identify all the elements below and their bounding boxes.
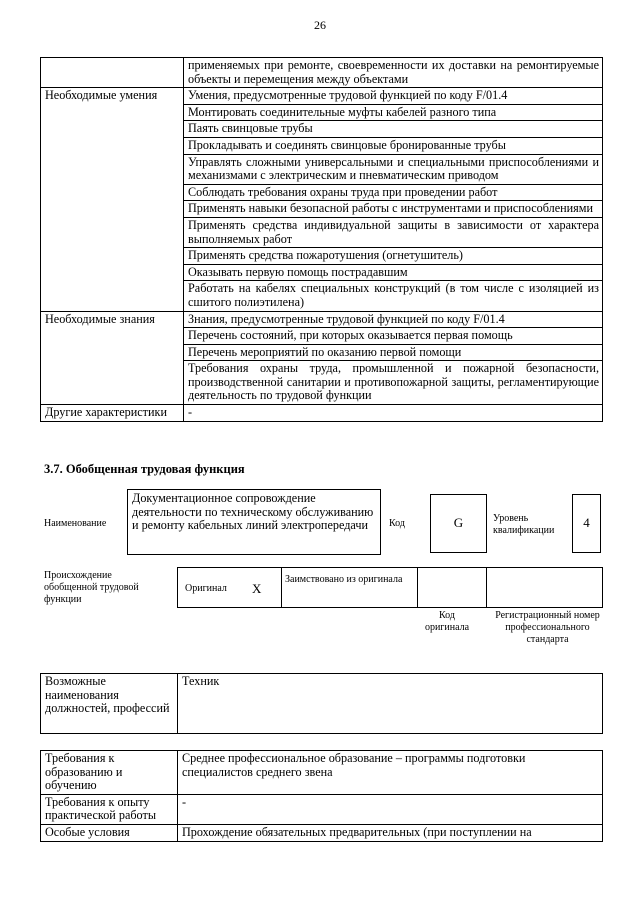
knowledge-label: Необходимые знания <box>41 311 184 405</box>
skill-item: Оказывать первую помощь пострадавшим <box>184 264 603 281</box>
skill-item: Умения, предусмотренные трудовой функцией по коду F/01.4 <box>184 88 603 105</box>
skill-item: Паять свинцовые трубы <box>184 121 603 138</box>
other-label: Другие характеристики <box>41 405 184 422</box>
page-number: 26 <box>314 18 326 32</box>
table-row <box>41 88 603 105</box>
code-value-box <box>430 494 487 553</box>
level-label: Уровень квалификации <box>493 513 555 536</box>
requirement-value: Прохождение обязательных предварительных (при поступлении на <box>178 824 603 841</box>
level-value: 4 <box>583 515 590 530</box>
requirement-label: Требования к опыту практической работы <box>41 794 178 824</box>
name-value: Документационное сопровождение деятельности по техническому обслуживанию и ремонту кабельных линий электропередачи <box>132 491 374 533</box>
skills-label: Необходимые умения <box>41 88 184 311</box>
requirement-value: - <box>178 794 603 824</box>
reg-caption: Регистрационный номер профессионального стандарта <box>495 610 600 645</box>
section-title: 3.7. Обобщенная трудовая функция <box>44 462 245 476</box>
knowledge-item: Требования охраны труда, промышленной и пожарной безопасности, производственной санитарии и противопожарной защиты, регламентирующие деятельность по трудовой функции <box>184 361 603 405</box>
table-cell-empty <box>41 58 184 88</box>
original-mark: X <box>252 581 262 596</box>
table-row <box>41 405 603 422</box>
continuation-text: применяемых при ремонте, своевременности их доставки на ремонтируемые объекты и перемещения между объектами <box>184 58 603 88</box>
skills-knowledge-table <box>40 57 603 422</box>
name-value-box <box>127 489 381 555</box>
origin-row <box>177 567 603 608</box>
origin-divider <box>417 568 418 607</box>
name-label: Наименование <box>44 518 107 529</box>
requirements-table <box>40 750 603 842</box>
origin-divider <box>281 568 282 607</box>
code-label: Код <box>389 518 405 529</box>
knowledge-item: Перечень состояний, при которых оказывается первая помощь <box>184 328 603 345</box>
skill-item: Управлять сложными универсальными и специальными приспособлениями и механизмами с электрическим и пневматическим приводом <box>184 154 603 184</box>
borrowed-label: Заимствовано из оригинала <box>285 574 403 585</box>
requirement-label: Требования к образованию и обучению <box>41 751 178 795</box>
positions-label: Возможные наименования должностей, профессий <box>41 674 178 734</box>
level-value-box <box>572 494 601 553</box>
skill-item: Применять навыки безопасной работы с инструментами и приспособлениями <box>184 201 603 218</box>
skill-item: Прокладывать и соединять свинцовые бронированные трубы <box>184 137 603 154</box>
positions-table <box>40 673 603 734</box>
table-row <box>41 824 603 841</box>
original-label: Оригинал <box>185 583 227 594</box>
skill-item: Применять средства пожаротушения (огнетушитель) <box>184 248 603 265</box>
skill-item: Работать на кабелях специальных конструкций (в том числе с изоляцией из сшитого полиэтилена) <box>184 281 603 311</box>
knowledge-item: Знания, предусмотренные трудовой функцией по коду F/01.4 <box>184 311 603 328</box>
table-row <box>41 794 603 824</box>
table-row <box>41 311 603 328</box>
table-row <box>41 751 603 795</box>
code-caption: Код оригинала <box>424 610 470 633</box>
code-value: G <box>453 515 464 530</box>
skill-item: Применять средства индивидуальной защиты в зависимости от характера выполняемых работ <box>184 217 603 247</box>
knowledge-item: Перечень мероприятий по оказанию первой помощи <box>184 344 603 361</box>
positions-value: Техник <box>178 674 603 734</box>
requirement-label: Особые условия <box>41 824 178 841</box>
skill-item: Соблюдать требования охраны труда при проведении работ <box>184 184 603 201</box>
table-row <box>41 58 603 88</box>
requirement-value: Среднее профессиональное образование – программы подготовки специалистов среднего звена <box>178 751 603 795</box>
origin-label: Происхождение обобщенной трудовой функции <box>44 570 139 605</box>
other-value: - <box>184 405 603 422</box>
skill-item: Монтировать соединительные муфты кабелей разного типа <box>184 104 603 121</box>
table-row <box>41 674 603 734</box>
origin-divider <box>486 568 487 607</box>
